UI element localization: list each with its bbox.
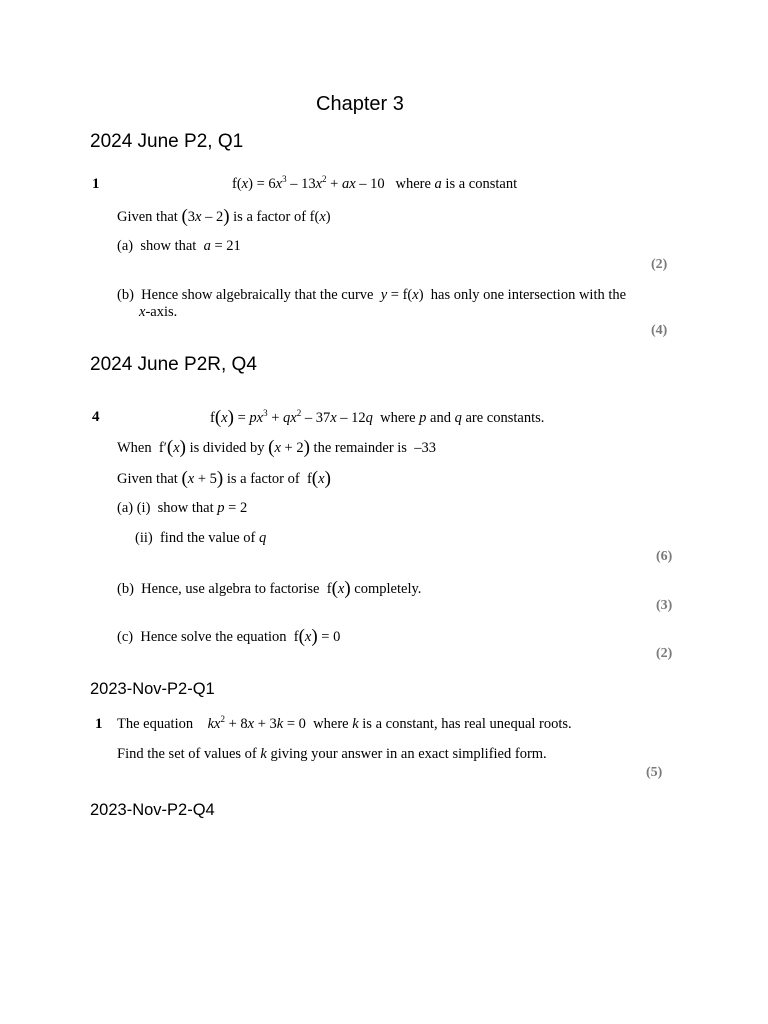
part-b: (b) Hence, use algebra to factorise f(x) completely. <box>117 578 422 599</box>
marks-part-b: (3) <box>656 598 673 613</box>
marks-part-c: (2) <box>656 646 673 661</box>
question-number: 1 <box>95 716 103 732</box>
section-heading-2023-nov-p2-q1: 2023-Nov-P2-Q1 <box>90 680 215 698</box>
part-b-line2: x-axis. <box>139 304 178 320</box>
remainder-statement: When f′(x) is divided by (x + 2) the remainder is –33 <box>117 437 436 458</box>
given-statement: Given that (3x – 2) is a factor of f(x) <box>117 206 331 227</box>
section-heading-2023-nov-p2-q4: 2023-Nov-P2-Q4 <box>90 801 215 819</box>
function-definition: $f(x) = 6x^3 - 13x^2$ + ax – 10 where a is a constant <box>232 174 518 192</box>
part-c: (c) Hence solve the equation f(x) = 0 <box>117 626 341 647</box>
question-number: 1 <box>92 176 100 192</box>
marks-part-a: (6) <box>656 549 673 564</box>
part-a-i: (a) (i) show that p = 2 <box>117 500 248 516</box>
part-b: (b) Hence show algebraically that the curve y = f(x) has only one intersection with the <box>117 287 627 303</box>
function-definition: $f(x) = px^3 + qx^2 - 37x - 12q$ where p and q are constants. <box>210 407 545 428</box>
given-statement: Given that (x + 5) is a factor of f(x) <box>117 468 331 489</box>
marks-part-b: (4) <box>651 323 668 338</box>
part-a-ii: (ii) find the value of q <box>135 530 267 546</box>
section-heading-2024-june-p2-q1: 2024 June P2, Q1 <box>90 131 244 152</box>
question-number: 4 <box>92 409 100 425</box>
chapter-title: Chapter 3 <box>316 93 404 115</box>
equation-statement: The equation $kx^2 + 8x + 3k = 0$ where k is a constant, has real unequal roots. <box>117 714 572 732</box>
part-a: (a) show that a = 21 <box>117 238 241 254</box>
find-statement: Find the set of values of k giving your answer in an exact simplified form. <box>117 746 547 762</box>
section-heading-2024-june-p2r-q4: 2024 June P2R, Q4 <box>90 354 257 375</box>
marks: (5) <box>646 765 663 780</box>
marks-part-a: (2) <box>651 257 668 272</box>
